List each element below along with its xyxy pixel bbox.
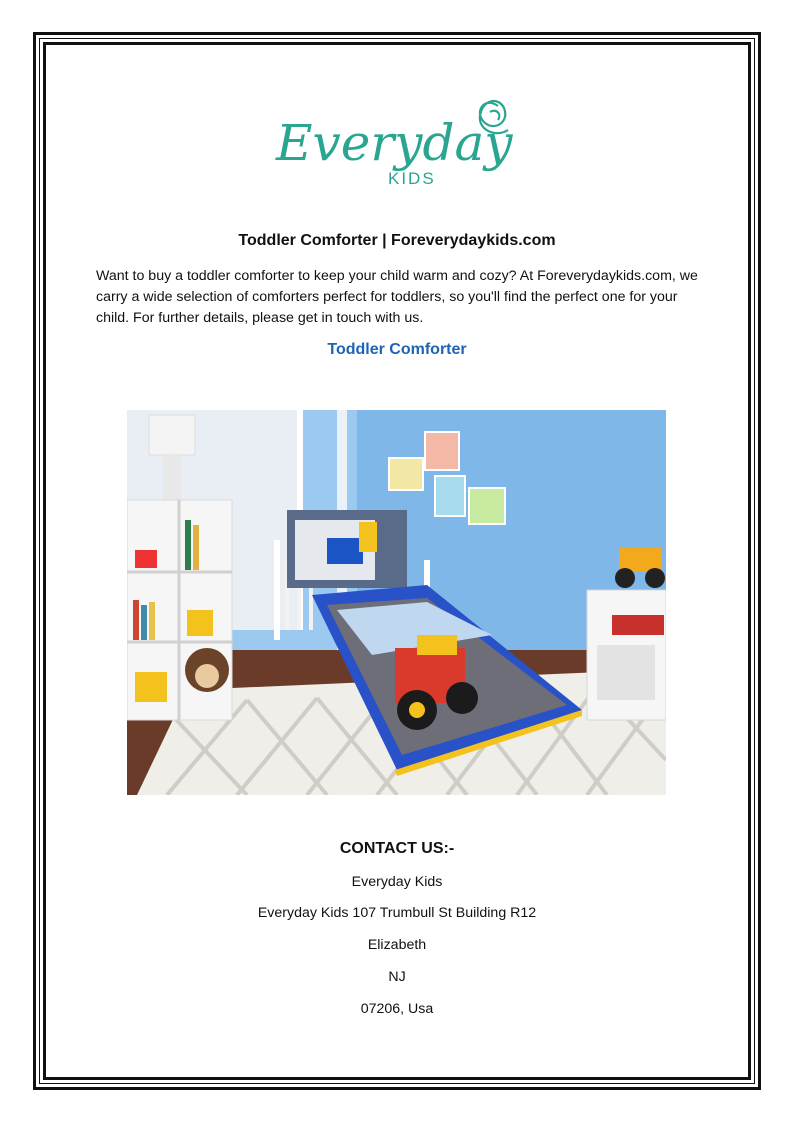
contact-street: Everyday Kids 107 Trumbull St Building R12: [257, 905, 537, 921]
contact-zip-country: 07206, Usa: [360, 1001, 434, 1017]
everyday-kids-logo: [270, 92, 520, 192]
contact-company: Everyday Kids: [351, 874, 443, 890]
contact-city: Elizabeth: [367, 937, 427, 953]
contact-state: NJ: [388, 969, 406, 985]
logo-word: Everyday: [276, 114, 513, 172]
contact-heading: CONTACT US:-: [339, 840, 455, 857]
intro-paragraph: Want to buy a toddler comforter to keep your child warm and cozy? At Foreverydaykids.com, we carry a wide selection of comforters perfect for toddlers, so you'll find the perfect one for your child. For further details, please get in touch with us.: [96, 268, 698, 326]
toddler-bedroom-photo: [127, 410, 666, 795]
toddler-comforter-link[interactable]: Toddler Comforter: [327, 341, 467, 358]
logo-sub: KIDS: [388, 169, 436, 188]
page-title: Toddler Comforter | Foreverydaykids.com: [238, 232, 556, 249]
